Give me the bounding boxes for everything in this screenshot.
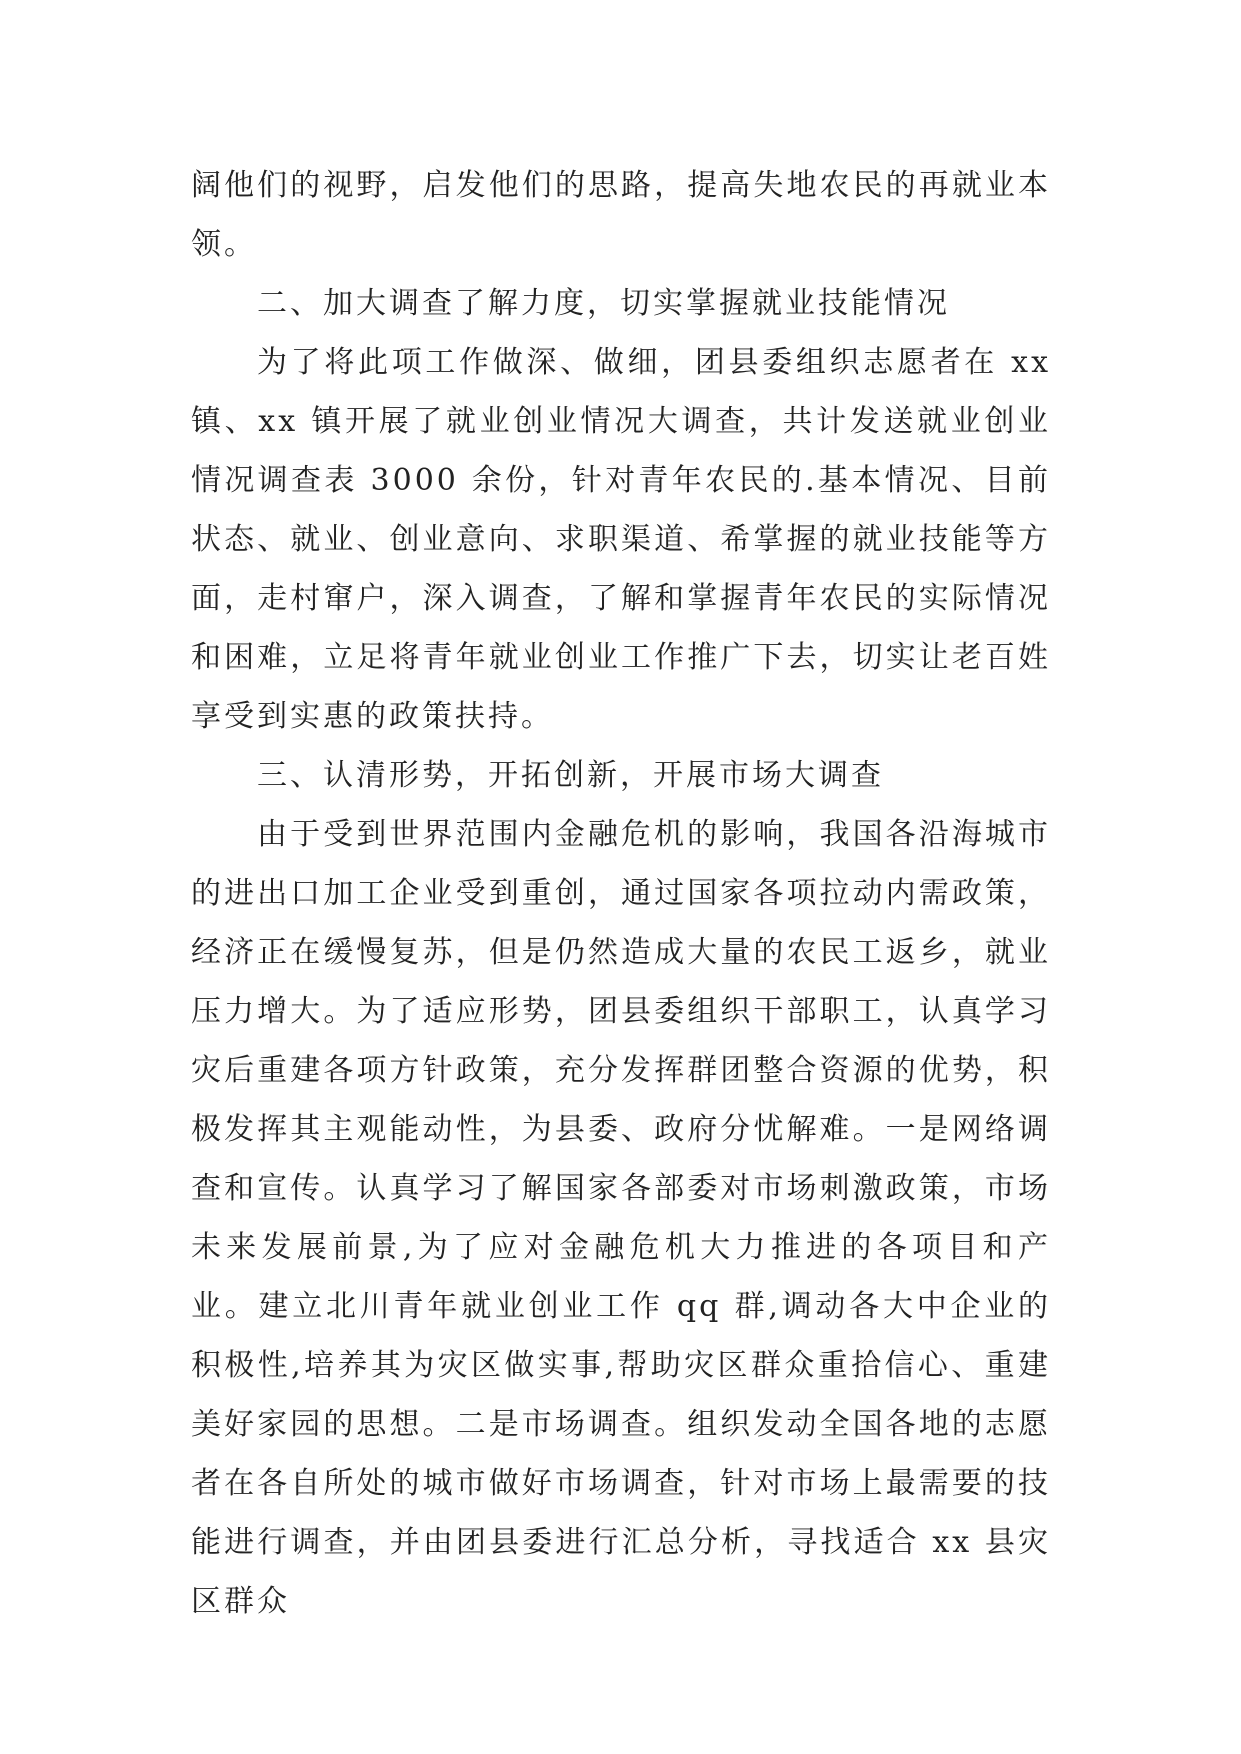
- section-heading-3: 三、认清形势，开拓创新，开展市场大调查: [257, 758, 884, 793]
- paragraph-continuation: 阔他们的视野，启发他们的思路，提高失地农民的再就业本领。: [191, 168, 1051, 262]
- section-heading-2: 二、加大调查了解力度，切实掌握就业技能情况: [257, 286, 950, 321]
- paragraph-survey: 为了将此项工作做深、做细，团县委组织志愿者在 xx 镇、xx 镇开展了就业创业情况大调查，共计发送就业创业情况调查表 3000 余份，针对青年农民的.基本情况、目前状态、就业、创业意向、求职渠道、希掌握的就业技能等方面，走村窜户，深入调查，了解和掌握青年农民的实际情况和困难，立足将青年就业创业工作推广下去，切实让老百姓享受到实惠的政策扶持。: [191, 345, 1051, 734]
- paragraph-market: 由于受到世界范围内金融危机的影响，我国各沿海城市的进出口加工企业受到重创，通过国家各项拉动内需政策，经济正在缓慢复苏，但是仍然造成大量的农民工返乡，就业压力增大。为了适应形势，团县委组织干部职工，认真学习灾后重建各项方针政策，充分发挥群团整合资源的优势，积极发挥其主观能动性，为县委、政府分忧解难。一是网络调查和宣传。认真学习了解国家各部委对市场刺激政策，市场未来发展前景,为了应对金融危机大力推进的各项目和产业。建立北川青年就业创业工作 qq 群,调动各大中企业的积极性,培养其为灾区做实事,帮助灾区群众重拾信心、重建美好家园的思想。二是市场调查。组织发动全国各地的志愿者在各自所处的城市做好市场调查，针对市场上最需要的技能进行调查，并由团县委进行汇总分析，寻找适合 xx 县灾区群众: [191, 817, 1051, 1619]
- document-body: [191, 156, 1051, 1631]
